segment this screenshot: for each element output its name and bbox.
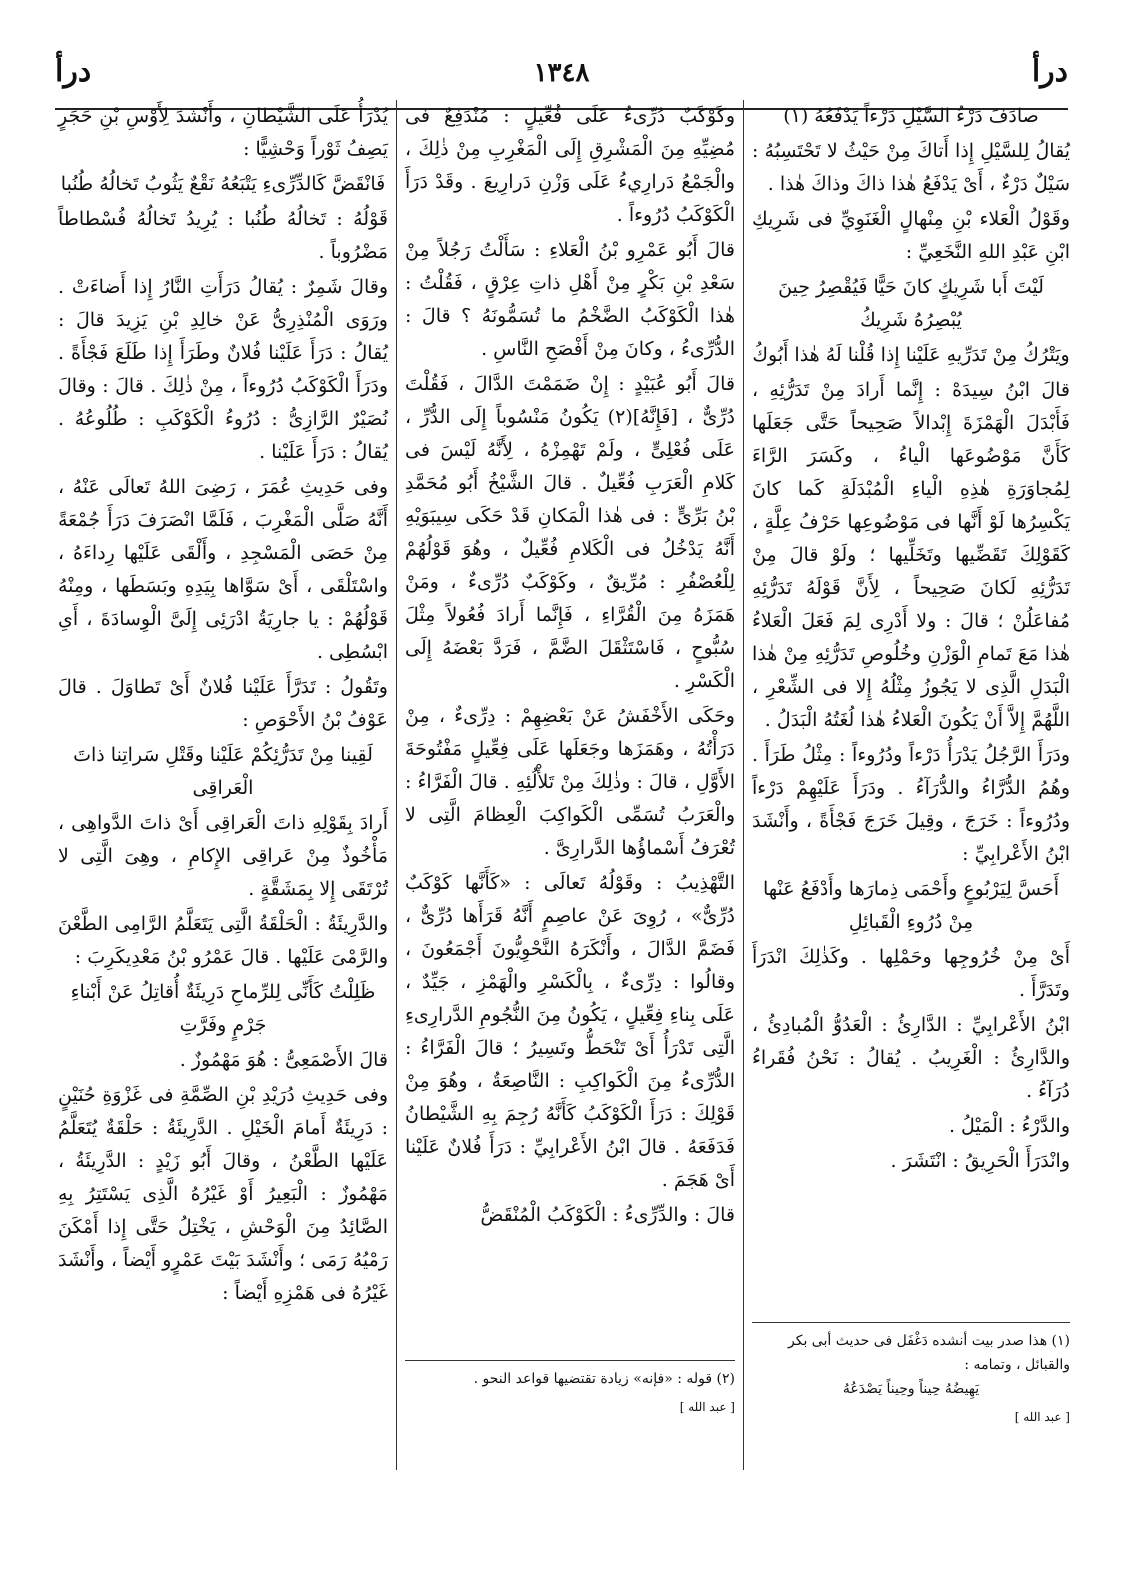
- column-middle: [405, 100, 735, 1234]
- paragraph: وحَكَى الأَخْفَشُ عَنْ بَعْضِهِمْ : دِرِّىءٌ ، مِنْ دَرَأْتُهُ ، وهَمَزَها وجَعَلَها عَلَى فِعِّيلٍ مَفْتُوحَةَ الأَوَّلِ ، قالَ : وذٰلِكَ مِنْ تَلأْلُئِهِ . قالَ الْفَرَّاءُ : والْعَرَبُ تُسَمِّى الْكَواكِبَ الْعِظامَ الَّتِى لا تُعْرَفُ أَسْماؤُها الدَّرارِىَّ .: [405, 705, 735, 859]
- paragraph: ودَرَأَ الرَّجُلُ يَدْرَأُ دَرْءاً ودُرُوءاً : مِثْلُ طَرَأَ . وهُمُ الدُّرَّاءُ والدُّرَآءُ . ودَرَأَ عَلَيْهِمْ دَرْءاً ودُرُوءاً : خَرَجَ ، وقِيلَ خَرَجَ فَجْأَةً ، وأَنْشَدَ ابْنُ الأَعْرابِيِّ :: [752, 744, 1070, 865]
- footnote-verse: يَهِيضُهُ حِيناً وحِيناً يَصْدَعُهُ: [842, 1381, 980, 1397]
- paragraph: التَّهْذِيبُ : وقَوْلُهُ تَعالَى : «كَأَنَّها كَوْكَبٌ دُرِّىٌّ» ، رُوِىَ عَنْ عاصِمٍ أَنَّهُ قَرَأَها دُرِّىٌّ ، فَضَمَّ الدَّالَ ، وأَنْكَرَهُ النَّحْوِيُّونَ أَجْمَعُونَ ، وقالُوا : دِرِّىءٌ ، بِالْكَسْرِ والْهَمْزِ ، جَيِّدٌ ، عَلَى بِناءِ فِعِّيلٍ ، يَكُونُ مِنَ النُّجُومِ الدَّرارِىءِ الَّتِى تَدْرَأُ أَىْ تَنْحَطُّ وتَسِيرُ ؛ قالَ الْفَرَّاءُ : الدُّرِّىءُ مِنَ الْكَواكِبِ : النَّاصِعَةُ ، وهُوَ مِنْ قَوْلِكَ : دَرَأَ الْكَوْكَبُ كَأَنَّهُ رُجِمَ بِهِ الشَّيْطانُ فَدَفَعَهُ . قالَ ابْنُ الأَعْرابِيِّ : دَرَأَ فُلانٌ عَلَيْنا أَىْ هَجَمَ .: [405, 872, 735, 1191]
- verse: أَحَسَّ لِيَرْبُوعٍ وأَحْمَى ذِمارَها وأَدْفَعُ عَنْها مِنْ دُرُوءِ الْقَبائِلِ: [762, 878, 1060, 933]
- running-head-right: درأ: [1031, 54, 1068, 89]
- paragraph: قالَ أَبُو عُبَيْدٍ : إِنْ ضَمَمْتَ الدَّالَ ، فَقُلْتَ دُرِّىٌّ ، [فَإِنَّهُ](٢) يَكُونُ مَنْسُوباً إِلَى الدُّرِّ ، عَلَى فُعْلِىٍّ ، ولَمْ تَهْمِزْهُ ، لِأَنَّهُ لَيْسَ فى كَلامِ الْعَرَبِ فُعِّيلٌ . قالَ الشَّيْخُ أَبُو مُحَمَّدِ بْنُ بَرِّىٍّ : فى هٰذا الْمَكانِ قَدْ حَكَى سِيبَوَيْهِ أَنَّهُ يَدْخُلُ فى الْكَلامِ فُعِّيلٌ ، وهُوَ قَوْلُهُمْ لِلْعُصْفُرِ : مُرِّيقٌ ، وكَوْكَبٌ دُرِّىءٌ ، ومَنْ هَمَزَهُ مِنَ الْقُرَّاءِ ، فَإِنَّما أَرادَ فُعُولاً مِثْلَ سُبُّوحٍ ، فَاسْتَثْقَلَ الضَّمَّ ، فَرَدَّ بَعْضَهُ إِلَى الْكَسْرِ .: [405, 373, 735, 692]
- paragraph: وقَوْلُ الْعَلاء بْنِ مِنْهالٍ الْغَنَوِيِّ فى شَرِيكِ ابْنِ عَبْدِ اللهِ النَّخَعِيِّ :: [752, 208, 1070, 263]
- paragraph: وكَوْكَبٌ دُرِّىءٌ عَلَى فُعِّيلٍ : مُنْدَفِعٌ فى مُضِيِّهِ مِنَ الْمَشْرِقِ إِلَى الْمَغْرِبِ مِنْ ذٰلِكَ ، والْجَمْعُ دَرارِيءُ عَلَى وَزْنِ دَرارِيعَ . وقَدْ دَرَأَ الْكَوْكَبُ دُرُوءاً .: [405, 105, 735, 226]
- verse: ويَتْرُكُ مِنْ تَدَرِّيهِ عَلَيْنا إِذا قُلْنا لَهُ هٰذا أَبُوكُ: [752, 344, 1070, 366]
- running-head-left: درأ: [55, 54, 92, 89]
- paragraph: وقالَ شَمِرٌ : يُقالُ دَرَأَتِ النَّارُ إِذا أَضاءَتْ . ورَوَى الْمُنْذِرِىُّ عَنْ خالِدِ بْنِ يَزِيدَ قالَ : يُقالُ : دَرَأَ عَلَيْنا فُلانٌ وطَرَأَ إِذا طَلَعَ فَجْأَةً . ودَرَأَ الْكَوْكَبُ دُرُوءاً ، مِنْ ذٰلِكَ . قالَ : وقالَ نُصَيْرٌ الرَّازِىُّ : دُرُوءُ الْكَوْكَبِ : طُلُوعُهُ . يُقالُ : دَرَأَ عَلَيْنا .: [58, 276, 388, 463]
- paragraph: قالَ الأَصْمَعِىُّ : هُوَ مَهْمُوزٌ .: [179, 1049, 388, 1071]
- paragraph: وفى حَدِيثِ عُمَرَ ، رَضِىَ اللهُ تَعالَى عَنْهُ ، أَنَّهُ صَلَّى الْمَغْرِبَ ، فَلَمَّا انْصَرَفَ دَرَأَ جُمْعَةً مِنْ حَصَى الْمَسْجِدِ ، وأَلْقَى عَلَيْها رِداءَهُ ، واسْتَلْقَى ، أَىْ سَوَّاها بِيَدِهِ وبَسَطَها ، ومِنْهُ قَوْلُهُمْ : يا جارِيَةُ ادْرَئِى إِلَىَّ الْوِسادَةَ ، أَىِ ابْسُطِى .: [58, 476, 388, 663]
- verse: لَيْتَ أَبا شَرِيكٍ كانَ حَيًّا فَيُقْصِرُ حِينَ يُبْصِرُهُ شَرِيكُ: [778, 276, 1044, 331]
- footnote-text: (٢) قوله : «فإنه» زيادة تقتضيها قواعد النحو .: [473, 1371, 735, 1387]
- paragraph: والدَّرْءُ : الْمَيْلُ .: [948, 1115, 1070, 1137]
- paragraph: صادَفَ دَرْءُ السَّيْلِ دَرْءاً يَدْفَعُهُ (١): [783, 105, 1039, 127]
- verse: لَقِينا مِنْ تَدَرُّئِكُمْ عَلَيْنا وقَتْلِ سَراتِنا ذاتَ الْعَراقِى: [73, 744, 373, 799]
- paragraph: أَرادَ بِقَوْلِهِ ذاتَ الْعَراقِى أَىْ ذاتَ الدَّواهِى ، مَأْخُوذٌ مِنْ عَراقِى الإِكامِ ، وهِىَ الَّتِى لا تُرْتَقَى إِلا بِمَشَقَّةٍ .: [58, 812, 388, 900]
- footnote-right: [752, 1322, 1070, 1429]
- paragraph: قَوْلُهُ : تَخالُهُ طُنُبا : يُرِيدُ تَخالُهُ فُسْطاطاً مَضْرُوباً .: [58, 208, 388, 263]
- paragraph: قالَ : والدِّرِّىءُ : الْكَوْكَبُ الْمُنْقَضُّ: [480, 1204, 735, 1226]
- column-right: [752, 100, 1070, 1180]
- footnote-text: (١) هذا صدر بيت أنشده دَغْفَل فى حديث أبى بكر والقبائل ، وتمامه :: [787, 1333, 1070, 1373]
- paragraph: قالَ أَبُو عَمْرِو بْنُ الْعَلاءِ : سَأَلْتُ رَجُلاً مِنْ سَعْدِ بْنِ بَكْرٍ مِنْ أَهْلِ ذاتِ عِرْقٍ ، فَقُلْتُ : هٰذا الْكَوْكَبُ الضَّخْمُ ما تُسَمُّونَهُ ؟ قالَ : الدُّرِّىءُ ، وكانَ مِنْ أَفْصَحِ النَّاسِ .: [405, 239, 735, 360]
- verse: ظَلِلْتُ كَأَنِّى لِلرِّماحِ دَرِيئَةٌ أُقاتِلُ عَنْ أَبْناءِ جَرْمٍ وفَرَّتِ: [70, 981, 376, 1036]
- paragraph: يُقالُ لِلسَّيْلِ إِذا أَتاكَ مِنْ حَيْثُ لا تَحْتَسِبُهُ : سَيْلٌ دَرْءٌ ، أَىْ يَدْفَعُ هٰذا ذاكَ وذاكَ هٰذا .: [752, 140, 1070, 195]
- paragraph: والدَّرِيئَةُ : الْحَلْقَةُ الَّتِى يَتَعَلَّمُ الرَّامِى الطَّعْنَ والرَّمْىَ عَلَيْها . قالَ عَمْرُو بْنُ مَعْدِيكَرِبَ :: [58, 913, 388, 968]
- paragraph: أَىْ مِنْ خُرُوجِها وحَمْلِها . وكَذٰلِكَ انْدَرَأَ وتَدَرَّأَ .: [752, 946, 1070, 1001]
- footnote-middle: [405, 1360, 735, 1419]
- paragraph: يُدْرَأُ عَلَى الشَّيْطانِ ، وأَنْشَدَ لِأَوْسِ بْنِ حَجَرٍ يَصِفُ ثَوْراً وَحْشِيًّا :: [58, 105, 388, 160]
- page-number: ١٣٤٨: [533, 58, 590, 88]
- paragraph: ابْنُ الأَعْرابِيِّ : الدَّارِئُ : الْعَدُوُّ الْمُبادِئُ ، والدَّارِئُ : الْغَرِيبُ . يُقالُ : نَحْنُ فُقَراءُ دُرَآءُ .: [752, 1014, 1070, 1102]
- paragraph: وفى حَدِيثِ دُرَيْدِ بْنِ الصِّمَّةِ فى غَزْوَةِ حُنَيْنٍ : دَرِيئَةٌ أَمامَ الْخَيْلِ . الدَّرِيئَةُ : حَلْقَةٌ يُتَعَلَّمُ عَلَيْها الطَّعْنُ ، وقالَ أَبُو زَيْدٍ : الدَّرِيئَةُ ، مَهْمُوزٌ : الْبَعِيرُ أَوْ غَيْرُهُ الَّذِى يَسْتَتِرُ بِهِ الصَّائِدُ مِنَ الْوَحْشِ ، يَخْتِلُ حَتَّى إِذا أَمْكَنَ رَمْيُهُ رَمَى ؛ وأَنْشَدَ بَيْتَ عَمْرٍو أَيْضاً ، وأَنْشَدَ غَيْرُهُ فى هَمْزِهِ أَيْضاً :: [58, 1084, 388, 1304]
- verse: فَانْقَضَّ كَالدِّرِّىءِ يَتْبَعُهُ نَقْعٌ يَثُوبُ تَخالُهُ طُنُبا: [60, 173, 386, 195]
- paragraph: قالَ ابْنُ سِيدَهْ : إِنَّما أَرادَ مِنْ تَدَرُّئِهِ ، فَأَبْدَلَ الْهَمْزَةَ إِبْدالاً صَحِيحاً حَتَّى جَعَلَها كَأَنَّ مَوْضُوعَها الْياءُ ، وكَسَرَ الرَّاءَ لِمُجاوَرَةِ هٰذِهِ الْياءِ الْمُبْدَلَةِ كَما كانَ يَكْسِرُها لَوْ أَنَّها فى مَوْضُوعِها حَرْفُ عِلَّةٍ ، كَقَوْلِكَ تَقَضِّيها وتَخَلِّيها ؛ ولَوْ قالَ مِنْ تَدَرُّئِهِ لَكانَ صَحِيحاً ، لِأَنَّ قَوْلَهُ تَدَرُّئِهِ مُفاعَلُنْ ؛ قالَ : ولا أَدْرِى لِمَ فَعَلَ الْعَلاءُ هٰذا مَعَ تَمامِ الْوَزْنِ وخُلُوصِ تَدَرُّئِهِ مِنْ هٰذا الْبَدَلِ الَّذِى لا يَجُوزُ مِثْلُهُ إِلا فى الشِّعْرِ ، اللَّهُمَّ إِلاَّ أَنْ يَكُونَ الْعَلاءُ هٰذا لُغَتُهُ الْبَدَلُ .: [752, 379, 1070, 731]
- column-divider: [396, 100, 397, 1470]
- column-left: [58, 100, 388, 1312]
- column-divider: [743, 100, 744, 1470]
- paragraph: وتَقُولُ : تَدَرَّأَ عَلَيْنا فُلانٌ أَىْ تَطاوَلَ . قالَ عَوْفُ بْنُ الأَحْوَصِ :: [58, 676, 388, 731]
- footnote-signature: [ عبد الله ]: [1014, 1410, 1070, 1424]
- footnote-signature: [ عبد الله ]: [679, 1400, 735, 1414]
- paragraph: وانْدَرَأَ الْحَرِيقُ : انْتَشَرَ .: [890, 1150, 1070, 1172]
